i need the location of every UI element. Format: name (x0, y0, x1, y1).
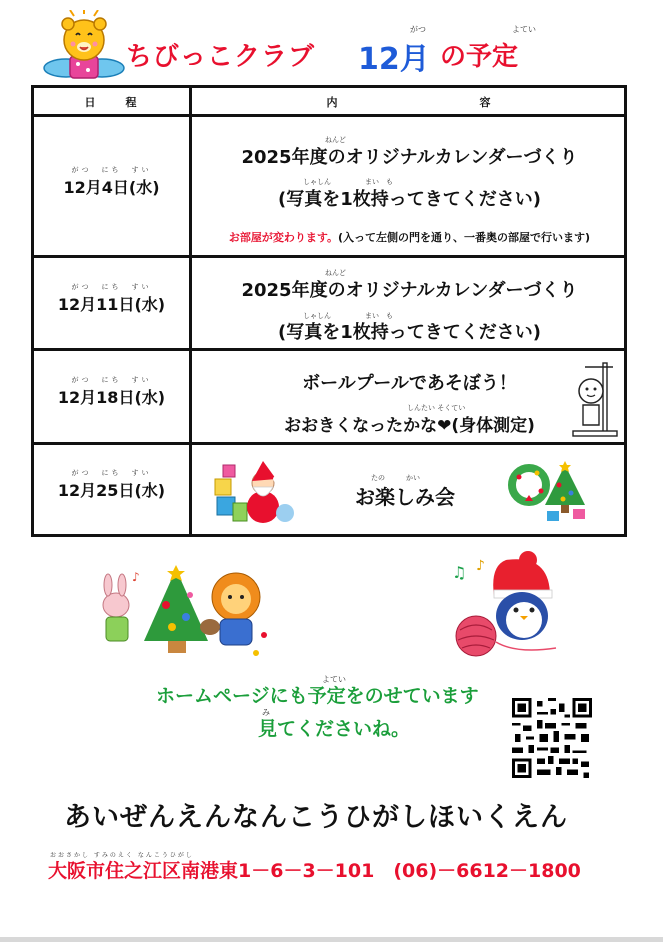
row-date-cell (34, 117, 192, 255)
header-date-cell (34, 88, 192, 116)
line-ruby: ねんど (325, 136, 346, 144)
address-ruby: おおさかし すみのえく なんこうひがし (50, 852, 194, 859)
homepage-ruby: み (262, 708, 270, 717)
date-ruby: がつ にち すい (71, 282, 152, 291)
activity-title: 2025年度のオリジナルカレンダーづくり (241, 280, 578, 301)
table-row (34, 255, 624, 348)
header-date-char-2: 程 (125, 96, 139, 109)
homepage-notice-line1: ホームページにも予定をのせています (156, 685, 479, 707)
row-content-cell (195, 351, 624, 442)
title-ruby-yotei: よてい (512, 25, 536, 34)
title-schedule: の予定 (440, 42, 519, 72)
penguin-knitting-icon (446, 550, 568, 662)
line-ruby: しんたい そくてい (407, 404, 466, 412)
title-club-name: ちびっこクラブ (126, 42, 316, 72)
header-date-char-1: 日 (84, 96, 98, 109)
activity-note: (写真を1枚持ってきてください) (278, 322, 541, 343)
row-date: 12月18日(水) (57, 388, 166, 407)
activity-title: 2025年度のオリジナルカレンダーづくり (241, 147, 578, 168)
row-content-cell (195, 258, 624, 348)
row-date: 12月25日(水) (57, 481, 166, 500)
schedule-table (31, 85, 627, 537)
row-date-cell (34, 351, 192, 442)
header-content-char-2: 容 (479, 96, 493, 109)
page-bottom-rule (0, 937, 663, 942)
row-content-cell (195, 117, 624, 255)
room-change-note (195, 229, 624, 245)
homepage-notice-line2: 見てくださいね。 (258, 718, 411, 740)
row-date: 12月4日(水) (63, 177, 160, 197)
table-row (34, 348, 624, 442)
svg-text:♪: ♪ (132, 570, 140, 584)
svg-text:♪: ♪ (476, 558, 485, 574)
line-ruby: しゃしん (303, 178, 331, 186)
date-ruby: がつ にち すい (71, 376, 152, 384)
activity-note: おおきくなったかな❤(身体測定) (284, 416, 535, 436)
line-ruby: まい も (365, 312, 393, 320)
animals-christmas-tree-icon (96, 565, 272, 661)
line-ruby: ねんど (325, 269, 346, 277)
tiger-mascot-icon (40, 10, 126, 84)
row-content-cell (195, 445, 624, 534)
date-ruby: がつ にち すい (71, 165, 152, 174)
header-content-char-1: 内 (326, 96, 340, 109)
activity-note: (写真を1枚持ってきてください) (278, 189, 541, 210)
title-ruby-gatsu: がつ (410, 25, 426, 34)
line-ruby: しゃしん (303, 312, 331, 320)
table-header-row (34, 88, 624, 116)
title-month: 12月 (358, 42, 430, 77)
table-row (34, 442, 624, 534)
wreath-tree-icon (507, 459, 591, 525)
svg-text:♫: ♫ (452, 563, 467, 582)
row-date-cell (34, 445, 192, 534)
address-phone: 大阪市住之江区南港東1－6－3－101 (06)－6612－1800 (48, 860, 581, 882)
santa-gifts-icon (213, 457, 295, 525)
room-change-alert: お部屋が変わります。 (228, 231, 339, 244)
activity-title: お楽しみ会 (355, 485, 455, 509)
room-change-detail: (入って左側の門を通り、一番奥の部屋で行います) (338, 231, 591, 244)
line-ruby: たの かい (371, 474, 420, 482)
qr-code-icon[interactable] (508, 698, 596, 778)
row-date-cell (34, 258, 192, 348)
homepage-ruby: よてい (322, 675, 346, 684)
header-content-cell (195, 88, 624, 116)
nursery-name: あいぜんえんなんこうひがしほいくえん (64, 802, 568, 833)
height-measure-icon (569, 361, 621, 439)
activity-title: ボールプールであそぼう！ (302, 373, 517, 394)
line-ruby: まい も (365, 178, 393, 186)
row-date: 12月11日(水) (57, 294, 166, 314)
date-ruby: がつ にち すい (71, 469, 152, 477)
table-row (34, 114, 624, 255)
page-header (40, 10, 600, 90)
